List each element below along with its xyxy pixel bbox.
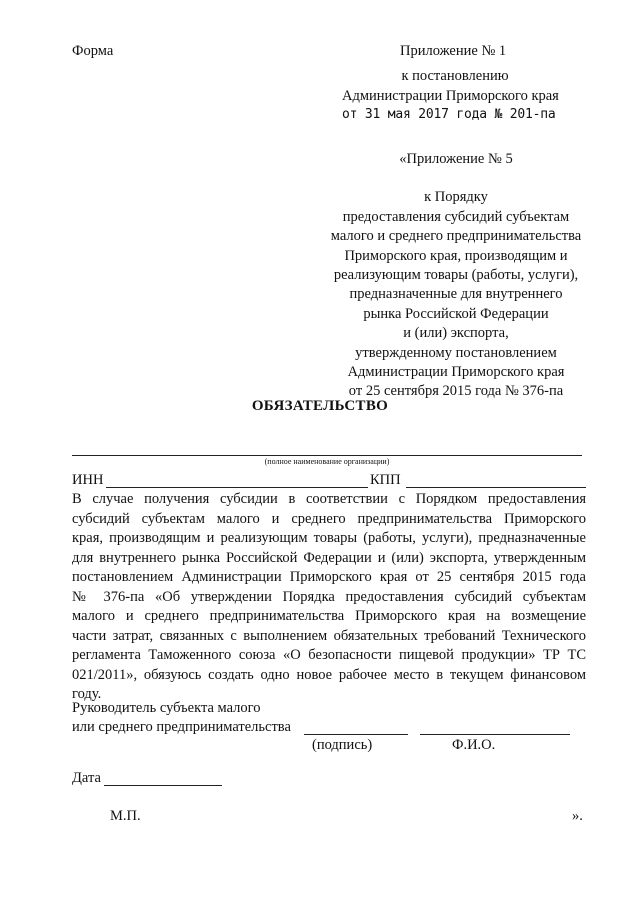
paragraph-line: части затрат, связанных с выполнением обязательных требований Технического	[72, 627, 586, 644]
full-name-line	[420, 734, 570, 735]
appendix-line: утвержденному постановлением	[355, 344, 557, 361]
date-label: Дата	[72, 770, 101, 786]
date-field-line	[104, 785, 222, 786]
appendix-line: малого и среднего предпринимательства	[330, 228, 582, 245]
appendix-line: Администрации Приморского края	[347, 364, 565, 381]
paragraph-line: регламента Таможенного союза «О безопасности пищевой продукции» ТР ТС	[72, 647, 586, 663]
org-name-caption: (полное наименование организации)	[264, 457, 390, 466]
appendix-line: рынка Российской Федерации	[363, 305, 549, 322]
appendix-number: Приложение № 1	[400, 43, 507, 59]
kpp-label: КПП	[370, 472, 401, 488]
appendix-line: от 25 сентября 2015 года № 376-па	[348, 383, 564, 400]
appendix-line: предназначенные для внутреннего	[349, 286, 563, 303]
paragraph-line: постановлением Администрации Приморского края от 25 сентября 2015 года	[72, 569, 586, 585]
paragraph-line: В случае получения субсидии в соответствии с Порядком предоставления	[72, 491, 586, 507]
paragraph-line: субсидий субъектам малого и среднего предпринимательства Приморского	[72, 510, 586, 527]
appendix-line: предоставления субсидий субъектам	[342, 208, 570, 225]
signature-line	[304, 734, 408, 735]
form-label: Форма	[72, 43, 114, 59]
appendix-line: к Порядку	[424, 189, 488, 206]
signature-caption: (подпись)	[312, 737, 373, 753]
document-title: ОБЯЗАТЕЛЬСТВО	[251, 398, 389, 414]
paragraph-line: № 376-па «Об утверждении Порядка предоставления субсидий субъектам	[72, 588, 586, 605]
paragraph-line: малого и среднего предпринимательства Приморского края на возмещение	[72, 608, 586, 624]
appendix-line: реализующим товары (работы, услуги),	[333, 267, 579, 284]
administration-name: Администрации Приморского края	[342, 88, 559, 104]
paragraph-line: году.	[72, 686, 102, 702]
date-stamp: от 31 мая 2017 года № 201-па	[342, 107, 556, 122]
paragraph-line: для внутреннего рынка Российской Федерации и (или) экспорта, утвержденным	[72, 549, 586, 566]
signer-title-line1: Руководитель субъекта малого	[72, 700, 261, 716]
appendix-line: и (или) экспорта,	[403, 325, 509, 342]
signer-title-line2: или среднего предпринимательства	[72, 719, 291, 735]
full-name-caption: Ф.И.О.	[452, 737, 496, 753]
seal-label: М.П.	[110, 808, 141, 824]
inn-field-line	[106, 487, 368, 488]
paragraph-line: края, производящим и реализующим товары (работы, услуги), предназначенные	[72, 530, 586, 546]
obligation-paragraph	[72, 490, 586, 705]
inn-label: ИНН	[72, 472, 104, 488]
appendix-block	[308, 150, 604, 402]
org-name-line	[72, 455, 582, 456]
appendix-line: «Приложение № 5	[399, 151, 513, 167]
to-resolution: к постановлению	[401, 68, 509, 84]
appendix-line: Приморского края, производящим и	[344, 247, 568, 264]
kpp-field-line	[406, 487, 586, 488]
closing-quote-mark: ».	[572, 808, 583, 824]
paragraph-line: 021/2011», обязуюсь создать одно новое рабочее место в текущем финансовом	[72, 666, 586, 683]
